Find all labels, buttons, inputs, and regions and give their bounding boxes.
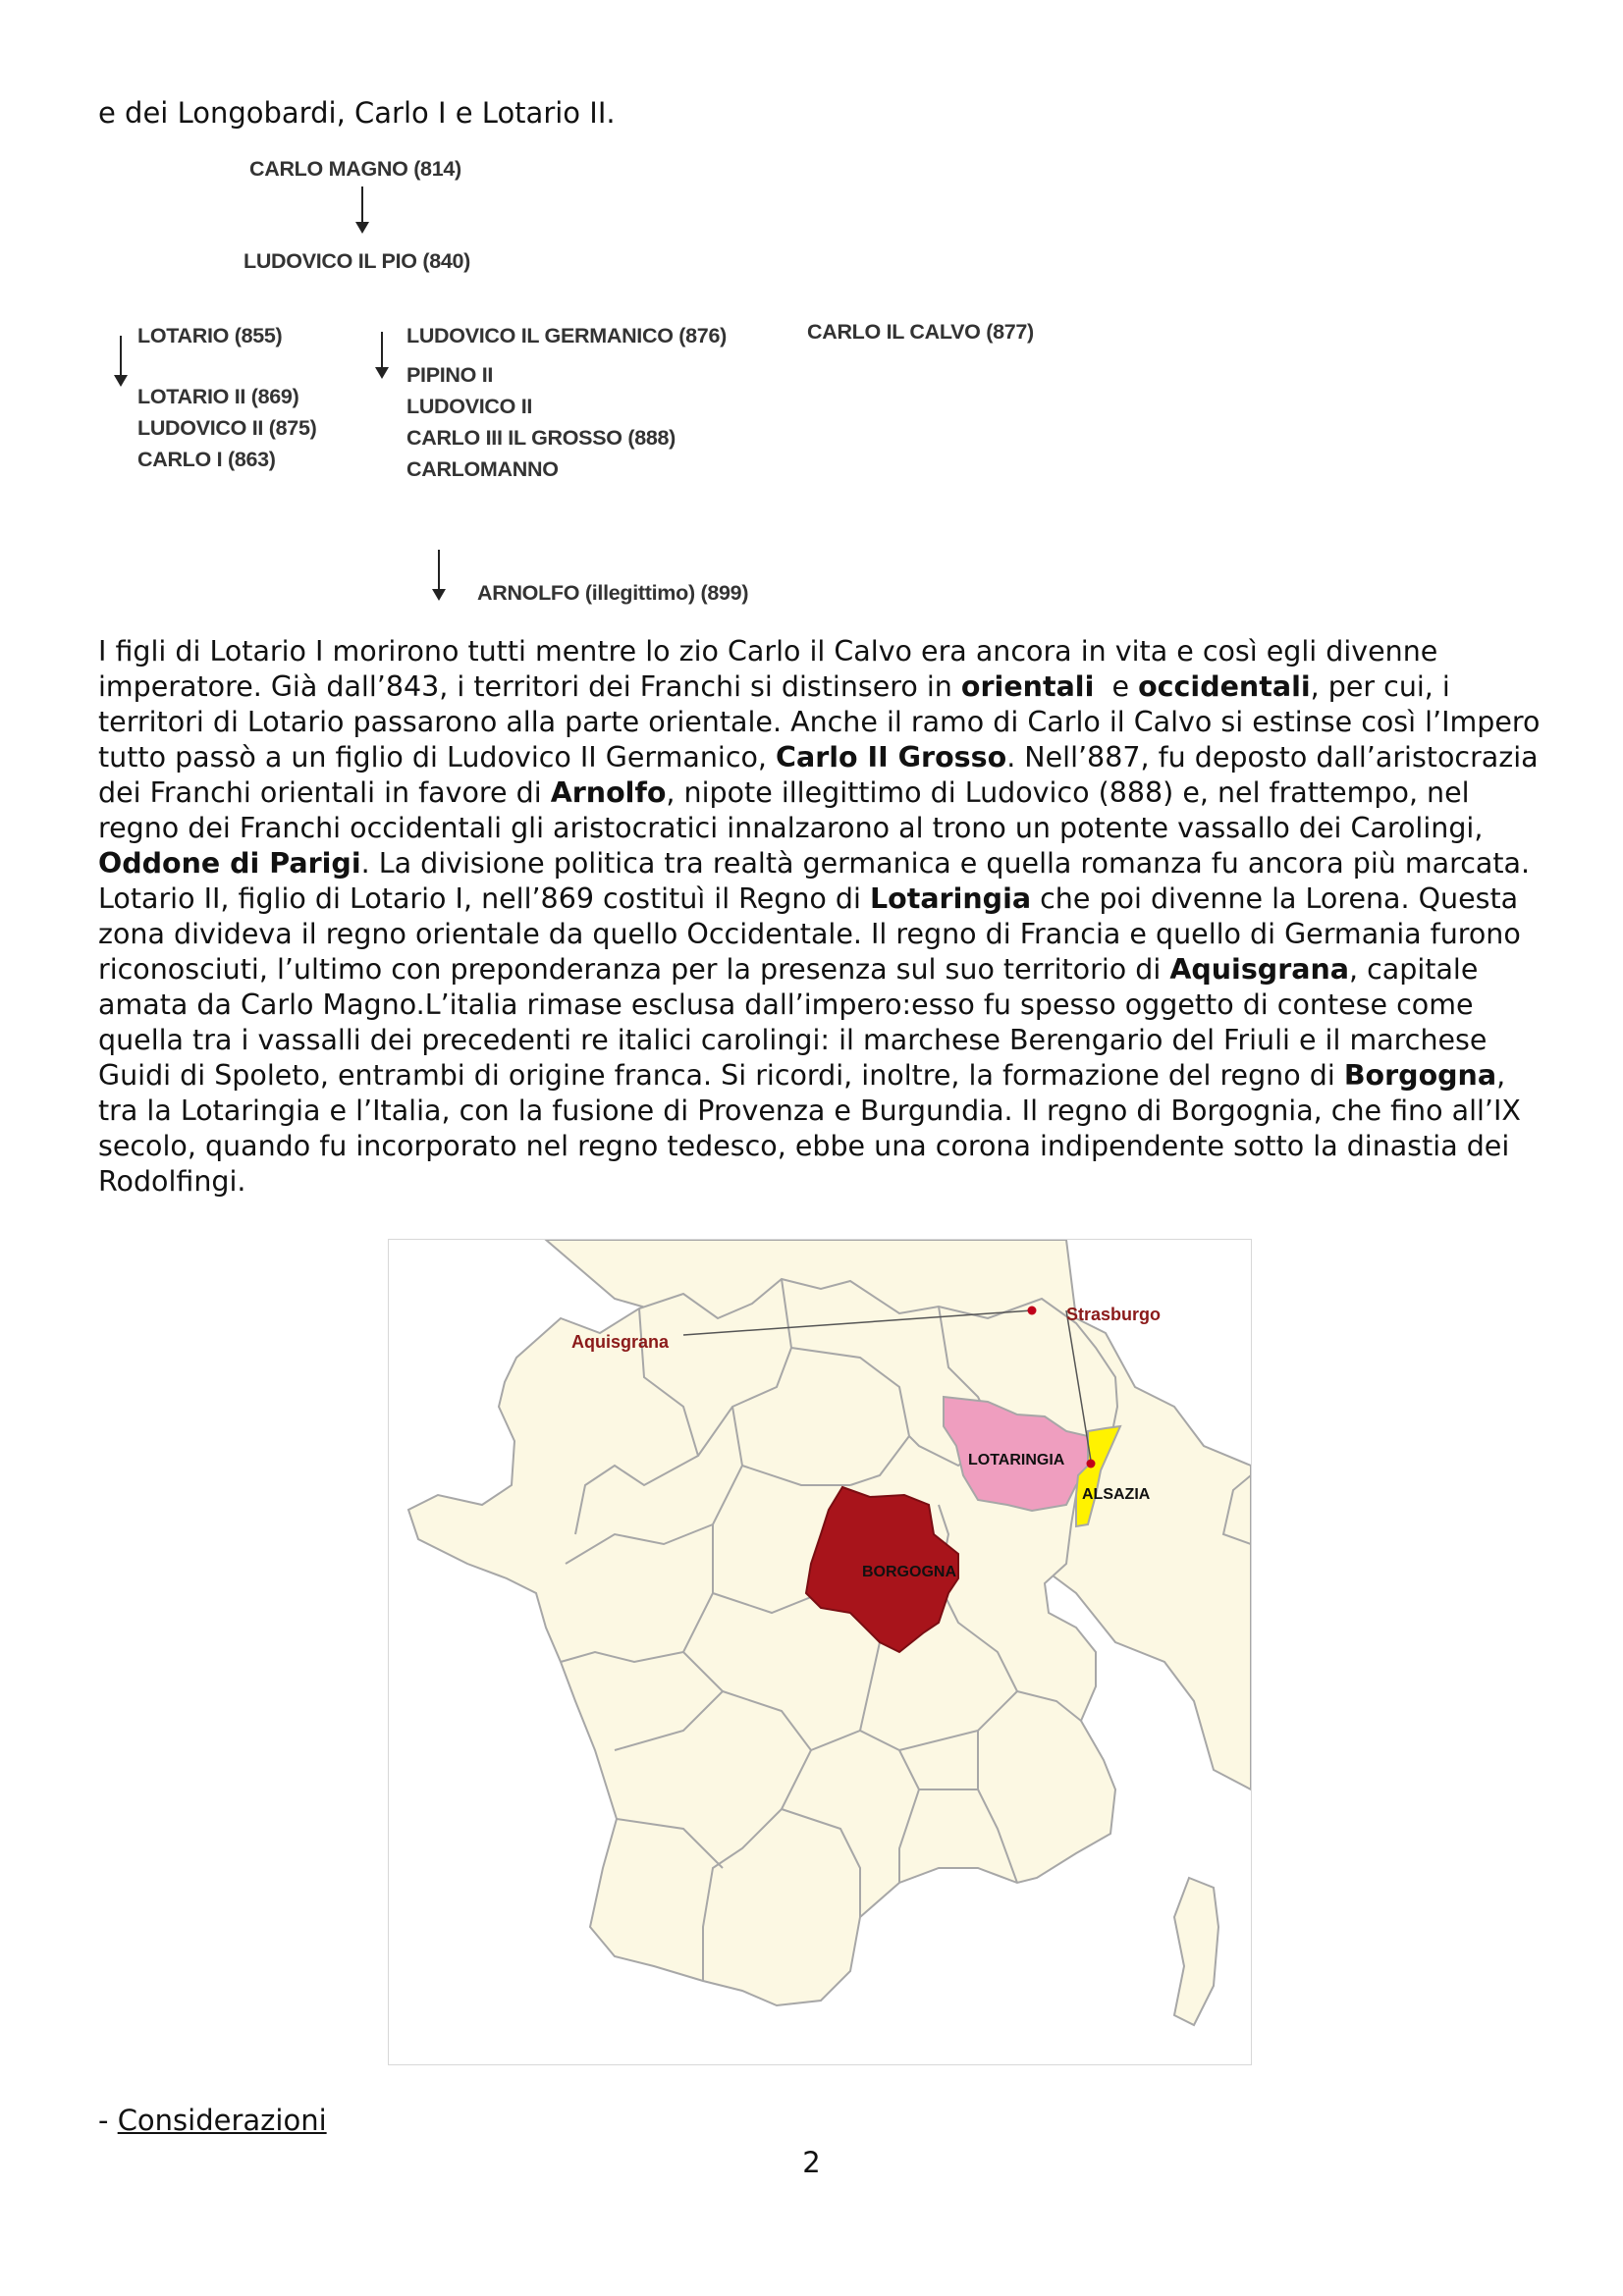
intro-line: e dei Longobardi, Carlo I e Lotario II. — [98, 96, 616, 130]
tree-ludovico-child: CARLO III IL GROSSO (888) — [406, 426, 676, 450]
arrow-down-icon — [438, 550, 440, 599]
tree-lotario-child: LUDOVICO II (875) — [137, 416, 317, 440]
tree-lotario-child: LOTARIO II (869) — [137, 385, 299, 408]
page-number: 2 — [802, 2146, 821, 2179]
label-aquisgrana: Aquisgrana — [571, 1332, 670, 1352]
arrow-down-icon — [381, 332, 383, 377]
body-text — [98, 634, 1551, 1200]
considerazioni-heading: - Considerazioni — [98, 2104, 327, 2137]
tree-ludovico-head: LUDOVICO IL GERMANICO (876) — [406, 324, 727, 347]
considerazioni-link[interactable]: Considerazioni — [117, 2104, 327, 2137]
label-lotaringia: LOTARINGIA — [968, 1452, 1065, 1468]
arrow-down-icon — [120, 336, 122, 385]
arrow-down-icon — [361, 187, 363, 232]
tree-carlo-calvo: CARLO IL CALVO (877) — [807, 320, 1034, 344]
tree-level1: LUDOVICO IL PIO (840) — [243, 249, 471, 273]
label-borgogna: BORGOGNA — [862, 1564, 956, 1580]
tree-lotario-head: LOTARIO (855) — [137, 324, 283, 347]
tree-ludovico-child: PIPINO II — [406, 363, 494, 387]
tree-ludovico-child: LUDOVICO II — [406, 395, 533, 418]
tree-ludovico-child: CARLOMANNO — [406, 457, 559, 481]
map-figure — [388, 1239, 1252, 2065]
label-strasburgo: Strasburgo — [1066, 1305, 1162, 1324]
paragraph: Lotario II, figlio di Lotario I, nell’869 costituì il Regno di Lotaringia che poi divenne la Lorena. Questa zona divideva il regno orientale da quello Occidentale. Il regno di Francia e quello di Germania furono riconosciuti, l’ultimo con preponderanza per la presenza sul suo territorio di Aquisgrana, capitale amata da Carlo Magno.L’italia rimase esclusa dall’impero:esso fu spesso oggetto di contese come quella tra i vassalli dei precedenti re italici carolingi: il marchese Berengario del Friuli e il marchese Guidi di Spoleto, entrambi di origine franca. Si ricordi, inoltre, la formazione del regno di Borgogna, tra la Lotaringia e l’Italia, con la fusione di Provenza e Burgundia. Il regno di Borgognia, che fino all’IX secolo, quando fu incorporato nel regno tedesco, ebbe una corona indipendente sotto la dinastia dei Rodolfingi. — [98, 882, 1521, 1198]
tree-arnolfo: ARNOLFO (illegittimo) (899) — [477, 581, 749, 605]
label-alsazia: ALSAZIA — [1082, 1486, 1151, 1503]
tree-lotario-child: CARLO I (863) — [137, 448, 276, 471]
paragraph: I figli di Lotario I morirono tutti mentre lo zio Carlo il Calvo era ancora in vita e così egli divenne imperatore. Già dall’843, i territori dei Franchi si distinsero in orientali e occidentali, per cui, i territori di Lotario passarono alla parte orientale. Anche il ramo di Carlo il Calvo si estinse così l’Impero tutto passò a un figlio di Ludovico II Germanico, Carlo II Grosso. Nell’887, fu deposto dall’aristocrazia dei Franchi orientali in favore di Arnolfo, nipote illegittimo di Ludovico (888) e, nel frattempo, nel regno dei Franchi occidentali gli aristocratici innalzarono al trono un potente vassallo dei Carolingi, Oddone di Parigi. La divisione politica tra realtà germanica e quella romanza fu ancora più marcata. — [98, 635, 1541, 880]
tree-root: CARLO MAGNO (814) — [249, 157, 461, 181]
